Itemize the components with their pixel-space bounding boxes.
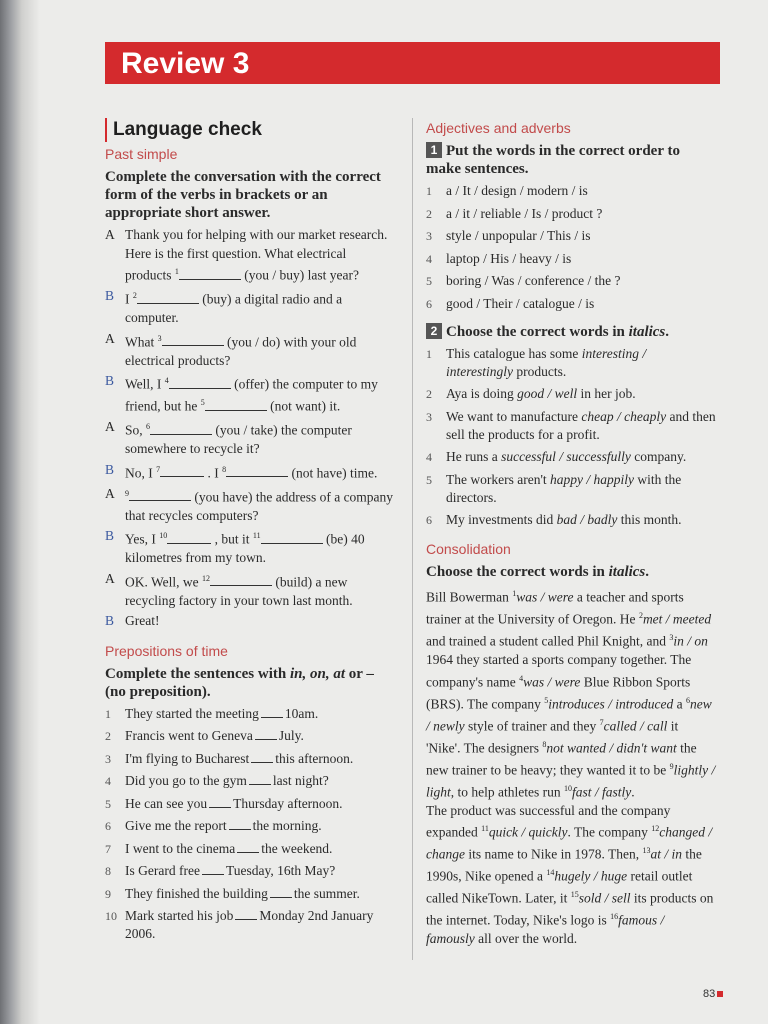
speaker-label: A: [105, 570, 115, 586]
item-fragment: and then sell the products for a profit.: [446, 408, 716, 442]
paragraph-text: Bill Bowerman: [426, 589, 513, 605]
item-text: style / unpopular / This / is: [446, 228, 591, 243]
item-text: [125, 705, 395, 723]
page-title: Review 3: [121, 47, 250, 80]
item-fragment: this month.: [617, 512, 682, 527]
item-number: 2: [105, 729, 111, 743]
dialogue-text: [125, 612, 395, 631]
item-fragment: My investments did: [446, 512, 557, 527]
exercise-2-badge: 2: [426, 323, 442, 339]
item-text: [125, 885, 395, 903]
dialogue-text: [125, 485, 395, 526]
consolidation-paragraph-2: [426, 802, 716, 949]
section-title: Language check: [105, 118, 395, 142]
word-order-item: [426, 272, 716, 290]
gap-number: 7: [156, 464, 161, 474]
gap-number: 9: [669, 761, 674, 771]
dialogue-line: [105, 330, 395, 371]
item-number: 3: [426, 409, 432, 424]
answer-blank: [237, 842, 259, 853]
consolidation-heading: Consolidation: [426, 541, 511, 557]
choice-options: in / on: [673, 633, 708, 649]
dialogue-fragment: (you / take) the computer somewhere to recycle it?: [125, 422, 352, 456]
right-column: [426, 118, 716, 949]
dialogue-line: [105, 570, 395, 611]
choice-options: quick / quickly: [488, 824, 568, 840]
gap-number: 12: [651, 824, 660, 833]
paragraph-text: . The company: [567, 824, 652, 840]
paragraph-text: 1964 they started a sports company together. The company's name: [426, 652, 692, 689]
dialogue-fragment: (build) a new recycling factory in your town last month.: [125, 574, 353, 608]
choice-options: was / were: [523, 674, 581, 689]
exercise-1-badge: 1: [426, 142, 442, 158]
prepositions-instruction: [105, 665, 395, 701]
preposition-item: [105, 750, 395, 768]
gap-number: 13: [642, 846, 651, 855]
item-fragment: We want to manufacture: [446, 408, 582, 424]
choice-item: [426, 448, 716, 466]
item-text: [125, 795, 395, 813]
exercise-2-instruction: [426, 323, 716, 341]
paragraph-text: its name to Nike in 1978. Then,: [464, 846, 643, 862]
item-text: [125, 750, 395, 768]
answer-blank: [226, 464, 288, 477]
choice-item: [426, 385, 716, 403]
gap-number: 2: [132, 291, 137, 300]
gap-number: 9: [125, 488, 129, 498]
item-number: 4: [105, 774, 111, 788]
dialogue-text: [125, 226, 395, 285]
preposition-item: [105, 862, 395, 880]
gap-number: 2: [638, 611, 643, 620]
gap-number: 11: [481, 824, 489, 833]
paragraph-text: and trained a student called Phil Knight, and: [426, 633, 670, 649]
preposition-item: [105, 907, 395, 943]
answer-blank: [169, 376, 231, 389]
speaker-label: B: [105, 288, 115, 303]
gap-number: 11: [252, 531, 261, 540]
gap-number: 8: [542, 739, 547, 749]
dialogue-fragment: (be) 40 kilometres from my town.: [125, 531, 365, 565]
item-number: 6: [105, 819, 111, 833]
instruction-text: or – (no preposition).: [105, 665, 374, 700]
dialogue-fragment: (not have) time.: [288, 465, 378, 480]
dialogue-fragment: . I: [204, 465, 223, 480]
item-text: laptop / His / heavy / is: [446, 250, 572, 266]
dialogue-fragment: What: [125, 334, 158, 349]
choice-options: new / newly: [426, 696, 712, 733]
answer-blank: [179, 267, 241, 280]
answer-blank: [160, 464, 204, 477]
dialogue-fragment: OK. Well, we: [125, 574, 203, 589]
exercise-2-list: [426, 345, 716, 530]
gap-number: 3: [157, 333, 162, 343]
instruction-text: .: [645, 564, 650, 580]
consolidation-paragraph-1: [426, 585, 716, 802]
answer-blank: [137, 291, 199, 304]
item-text: [446, 408, 716, 444]
dialogue-fragment: (offer) the computer to my friend, but he: [125, 376, 378, 414]
speaker-label: A: [105, 227, 115, 242]
answer-blank: [249, 774, 271, 785]
dialogue-line: [105, 485, 395, 526]
item-fragment: Did you go to the gym: [125, 773, 247, 788]
choice-options: called / call: [603, 718, 668, 733]
item-fragment: the morning.: [252, 818, 322, 833]
dialogue-fragment: So,: [125, 422, 147, 438]
dialogue-line: [105, 461, 395, 483]
answer-blank: [202, 864, 224, 875]
choice-options: good / well: [517, 386, 578, 401]
dialogue-fragment: Thank you for helping with our market research. Here is the first question. What electrical products: [125, 227, 388, 283]
instruction-italic: italics: [608, 564, 646, 580]
adjectives-heading: Adjectives and adverbs: [426, 120, 571, 136]
item-text: [125, 727, 395, 745]
gap-number: 1: [512, 589, 517, 598]
paragraph-text: .: [631, 784, 635, 799]
choice-options: introduces / introduced: [548, 696, 674, 711]
item-fragment: 10am.: [284, 705, 319, 721]
item-number: 2: [426, 206, 432, 221]
choice-options: bad / badly: [556, 512, 618, 527]
item-fragment: The workers aren't: [446, 471, 551, 487]
item-text: [125, 840, 395, 858]
item-fragment: Thursday afternoon.: [233, 795, 343, 811]
speaker-label: B: [105, 461, 115, 477]
item-fragment: He can see you: [125, 795, 208, 811]
choice-options: famous / famously: [426, 912, 665, 946]
item-fragment: July.: [278, 728, 304, 743]
gap-number: 5: [544, 695, 549, 705]
past-simple-instruction: Complete the conversation with the correct form of the verbs in brackets or an appropriate short answer.: [105, 169, 381, 221]
speaker-label: B: [105, 613, 115, 628]
dialogue-fragment: I: [125, 291, 133, 307]
dialogue-line: [105, 372, 395, 416]
item-number: 5: [426, 274, 432, 288]
item-number: 2: [426, 387, 432, 401]
choice-options: hugely / huge: [554, 868, 628, 884]
exercise-1-list: [426, 182, 716, 313]
choice-item: [426, 511, 716, 529]
gap-number: 8: [222, 464, 227, 474]
answer-blank: [235, 909, 257, 920]
gap-number: 5: [200, 398, 205, 407]
paragraph-text: all over the world.: [474, 931, 578, 946]
item-text: a / it / reliable / Is / product ?: [446, 205, 603, 221]
instruction-text: Put the words in the correct order to make sentences.: [426, 143, 680, 177]
choice-options: met / meeted: [642, 611, 712, 627]
left-column: [105, 118, 395, 948]
choice-options: changed / change: [426, 824, 713, 862]
page-number-text: 83: [703, 988, 716, 1000]
item-fragment: They finished the building: [125, 885, 268, 901]
item-number: 4: [426, 251, 432, 266]
item-fragment: They started the meeting: [125, 705, 259, 721]
item-number: 10: [105, 909, 117, 923]
answer-blank: [209, 797, 231, 808]
preposition-item: [105, 727, 395, 745]
item-text: [125, 817, 395, 835]
item-fragment: last night?: [272, 773, 329, 788]
item-number: 1: [426, 346, 432, 361]
paragraph-text: style of trainer and they: [464, 718, 600, 733]
paragraph-text: Blue Ribbon Sports (BRS). The company: [426, 674, 691, 711]
preposition-item: [105, 795, 395, 813]
paragraph-text: the new trainer to be heavy; they wanted it to be: [426, 740, 697, 777]
paragraph-text: its products on the internet. Today, Nike's logo is: [426, 890, 714, 928]
answer-blank: [162, 333, 224, 346]
item-fragment: He runs a: [446, 449, 502, 464]
speaker-label: B: [105, 528, 115, 543]
choice-options: sold / sell: [578, 890, 631, 906]
choice-options: interesting / interestingly: [446, 345, 647, 379]
word-order-item: [426, 250, 716, 268]
preposition-item: [105, 772, 395, 790]
item-fragment: Is Gerard free: [125, 863, 200, 878]
dialogue-text: [125, 570, 395, 611]
dialogue-fragment: Great!: [125, 613, 160, 628]
item-fragment: Monday 2nd January 2006.: [125, 908, 374, 941]
exercise-1-instruction: [426, 142, 716, 178]
dialogue-fragment: , but it: [211, 531, 253, 547]
dialogue-fragment: (not want) it.: [266, 398, 341, 414]
item-number: 1: [105, 706, 111, 721]
gap-number: 16: [610, 912, 619, 921]
item-number: 6: [426, 513, 432, 527]
item-fragment: Francis went to Geneva: [125, 728, 253, 743]
dialogue-text: [125, 330, 395, 371]
answer-blank: [270, 887, 292, 898]
word-order-item: [426, 182, 716, 200]
choice-options: happy / happily: [550, 471, 635, 487]
dialogue-text: [125, 527, 395, 568]
speaker-label: A: [105, 419, 115, 434]
choice-options: at / in: [650, 846, 682, 862]
paragraph-text: it 'Nike'. The designers: [426, 718, 679, 755]
dialogue-line: [105, 612, 395, 631]
choice-item: [426, 408, 716, 444]
item-fragment: in her job.: [577, 386, 636, 401]
dialogue: [105, 226, 395, 631]
page-number: [703, 988, 723, 1000]
item-number: 3: [105, 751, 111, 766]
item-text: [125, 862, 395, 880]
item-fragment: This catalogue has some: [446, 345, 582, 361]
title-banner: [105, 42, 720, 84]
dialogue-text: [125, 287, 395, 328]
word-order-item: [426, 295, 716, 313]
item-fragment: Mark started his job: [125, 908, 234, 923]
instruction-text: Complete the sentences with: [105, 665, 290, 682]
dialogue-text: [125, 372, 395, 416]
item-text: [446, 471, 716, 507]
prepositions-list: [105, 705, 395, 944]
dialogue-line: [105, 287, 395, 328]
item-text: boring / Was / conference / the ?: [446, 273, 621, 288]
instruction-words: in, on, at: [289, 665, 345, 682]
choice-options: not wanted / didn't want: [546, 740, 677, 755]
dialogue-fragment: Yes, I: [125, 531, 160, 547]
speaker-label: B: [105, 373, 115, 388]
item-fragment: I'm flying to Bucharest: [125, 750, 250, 766]
answer-blank: [210, 573, 272, 586]
item-fragment: Give me the report: [125, 818, 227, 833]
item-fragment: Tuesday, 16th May?: [225, 863, 336, 878]
answer-blank: [255, 729, 277, 740]
book-binding-shadow: [0, 0, 40, 1024]
prepositions-heading: Prepositions of time: [105, 642, 228, 659]
dialogue-line: [105, 226, 395, 285]
dialogue-fragment: (you have) the address of a company that recycles computers?: [125, 489, 394, 523]
item-text: [446, 511, 716, 529]
choice-options: fast / fastly: [572, 784, 632, 799]
choice-options: successful / successfully: [501, 449, 631, 464]
item-number: 1: [426, 184, 432, 198]
preposition-item: [105, 705, 395, 723]
gap-number: 6: [685, 695, 690, 705]
item-fragment: I went to the cinema: [125, 840, 236, 856]
item-fragment: products.: [513, 363, 567, 379]
answer-blank: [129, 488, 191, 501]
gap-number: 6: [146, 422, 151, 431]
preposition-item: [105, 817, 395, 835]
instruction-text: Choose the correct words in: [426, 564, 609, 580]
item-fragment: this afternoon.: [275, 750, 354, 766]
dialogue-fragment: No, I: [125, 465, 157, 480]
instruction-text: .: [665, 323, 670, 340]
past-simple-heading: Past simple: [105, 146, 178, 162]
gap-number: 7: [599, 717, 604, 727]
gap-number: 15: [570, 890, 579, 899]
item-number: 6: [426, 296, 432, 311]
column-divider: [412, 118, 413, 960]
gap-number: 10: [159, 531, 168, 540]
instruction-text: Choose the correct words in: [446, 323, 629, 340]
item-fragment: Aya is doing: [446, 386, 518, 401]
answer-blank: [229, 819, 251, 830]
answer-blank: [251, 752, 273, 763]
answer-blank: [261, 707, 283, 718]
answer-blank: [167, 531, 211, 544]
gap-number: 3: [669, 633, 674, 642]
item-fragment: the weekend.: [261, 840, 333, 856]
preposition-item: [105, 840, 395, 858]
item-fragment: company.: [630, 449, 687, 464]
item-number: 7: [105, 841, 111, 856]
gap-number: 14: [546, 868, 555, 877]
dialogue-fragment: Well, I: [125, 376, 165, 392]
gap-number: 4: [519, 673, 524, 683]
item-fragment: the summer.: [293, 885, 360, 901]
word-order-item: [426, 227, 716, 245]
answer-blank: [261, 531, 323, 544]
dialogue-text: [125, 418, 395, 459]
speaker-label: A: [105, 485, 115, 501]
choice-options: lightly / light: [426, 762, 716, 799]
speaker-label: A: [105, 330, 115, 346]
item-text: [446, 448, 716, 466]
item-text: [125, 907, 395, 943]
dialogue-fragment: (buy) a digital radio and a computer.: [125, 291, 343, 325]
dialogue-line: [105, 418, 395, 459]
item-text: good / Their / catalogue / is: [446, 295, 595, 311]
item-number: 9: [105, 886, 111, 901]
item-number: 4: [426, 450, 432, 464]
item-number: 5: [426, 472, 432, 487]
instruction-italic: italics: [628, 323, 666, 340]
paragraph-text: The product was successful and the company expanded: [426, 802, 671, 840]
item-text: a / It / design / modern / is: [446, 183, 588, 198]
paragraph-text: a teacher and sports trainer at the University of Oregon. He: [426, 589, 684, 627]
item-text: [446, 345, 716, 381]
choice-options: cheap / cheaply: [581, 408, 667, 424]
paragraph-text: retail outlet called NikeTown. Later, it: [426, 868, 693, 906]
gap-number: 10: [564, 783, 572, 793]
item-number: 3: [426, 229, 432, 243]
answer-blank: [150, 422, 212, 435]
dialogue-fragment: (you / do) with your old electrical products?: [125, 334, 357, 368]
gap-number: 4: [164, 376, 169, 385]
dialogue-text: [125, 461, 395, 483]
choice-options: was / were: [516, 589, 574, 605]
item-text: [446, 385, 716, 403]
paragraph-text: the 1990s, Nike opened a: [426, 846, 702, 884]
answer-blank: [205, 398, 267, 411]
item-number: 8: [105, 864, 111, 878]
page-marker: [717, 991, 723, 997]
gap-number: 12: [202, 573, 211, 583]
gap-number: 1: [174, 267, 179, 276]
item-number: 5: [105, 796, 111, 811]
word-order-item: [426, 205, 716, 223]
paragraph-text: , to help athletes run: [450, 784, 564, 799]
choice-item: [426, 345, 716, 381]
preposition-item: [105, 885, 395, 903]
choice-item: [426, 471, 716, 507]
item-fragment: with the directors.: [446, 471, 682, 505]
dialogue-fragment: (you / buy) last year?: [240, 267, 359, 283]
item-text: [125, 772, 395, 790]
paragraph-text: a: [673, 696, 686, 711]
dialogue-line: [105, 527, 395, 568]
consolidation-instruction: [426, 563, 716, 581]
